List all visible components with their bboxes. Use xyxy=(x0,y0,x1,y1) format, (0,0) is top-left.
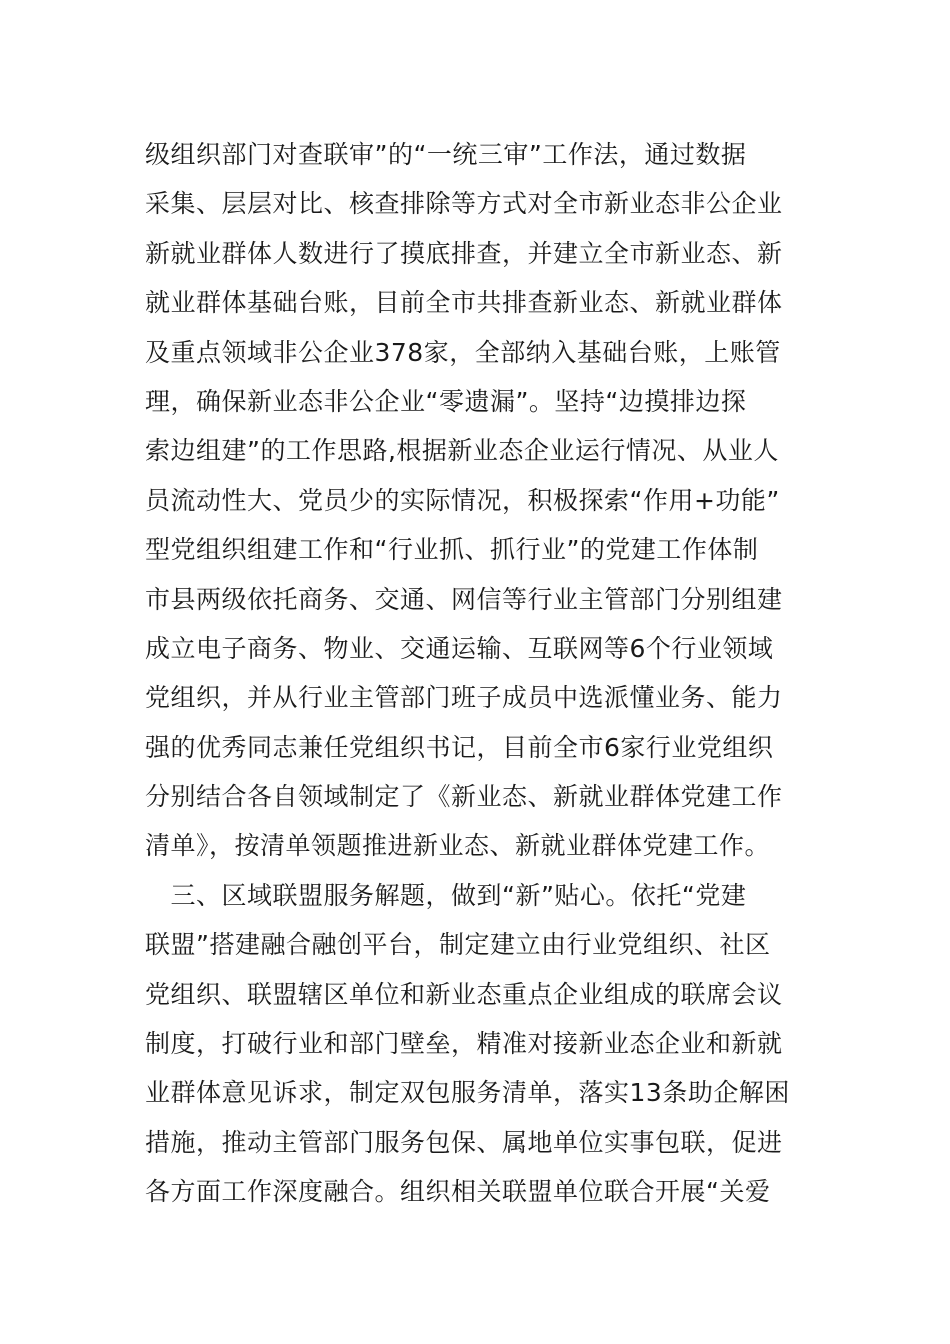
text-line: 业群体意见诉求，制定双包服务清单，落实13条助企解困 xyxy=(145,1078,790,1108)
text-line: 制度，打破行业和部门壁垒，精准对接新业态企业和新就 xyxy=(145,1029,783,1059)
text-line: 及重点领域非公企业378家，全部纳入基础台账，上账管 xyxy=(145,337,781,367)
text-line: 就业群体基础台账，目前全市共排查新业态、新就业群体 xyxy=(145,288,783,318)
text-line: 清单》，按清单领题推进新业态、新就业群体党建工作。 xyxy=(145,831,771,861)
text-line: 强的优秀同志兼任党组织书记，目前全市6家行业党组织 xyxy=(145,732,774,762)
text-line: 级组织部门对查联审”的“一统三审”工作法，通过数据 xyxy=(145,140,747,169)
text-line: 党组织，并从行业主管部门班子成员中选派懂业务、能力 xyxy=(145,683,783,713)
text-line: 新就业群体人数进行了摸底排查，并建立全市新业态、新 xyxy=(145,238,783,268)
section-heading-line: 三、区域联盟服务解题，做到“新”贴心。依托“党建 xyxy=(145,880,747,910)
text-line: 理，确保新业态非公企业“零遗漏”。坚持“边摸排边探 xyxy=(145,386,747,416)
text-line: 采集、层层对比、核查排除等方式对全市新业态非公企业 xyxy=(145,189,783,219)
text-line: 党组织、联盟辖区单位和新业态重点企业组成的联席会议 xyxy=(145,979,783,1009)
text-line: 联盟”搭建融合融创平台，制定建立由行业党组织、社区 xyxy=(145,930,771,960)
text-line: 员流动性大、党员少的实际情况，积极探索“作用+功能” xyxy=(145,485,780,515)
text-line: 型党组织组建工作和“行业抓、抓行业”的党建工作体制 xyxy=(145,535,759,565)
text-line: 市县两级依托商务、交通、网信等行业主管部门分别组建 xyxy=(145,584,783,614)
text-line: 措施，推动主管部门服务包保、属地单位实事包联，促进 xyxy=(145,1127,783,1157)
text-line: 索边组建”的工作思路,根据新业态企业运行情况、从业人 xyxy=(145,436,779,466)
text-line: 各方面工作深度融合。组织相关联盟单位联合开展“关爱 xyxy=(145,1177,771,1207)
body-text xyxy=(145,130,825,1217)
text-line: 分别结合各自领域制定了《新业态、新就业群体党建工作 xyxy=(145,782,783,812)
text-line: 成立电子商务、物业、交通运输、互联网等6个行业领域 xyxy=(145,633,774,663)
